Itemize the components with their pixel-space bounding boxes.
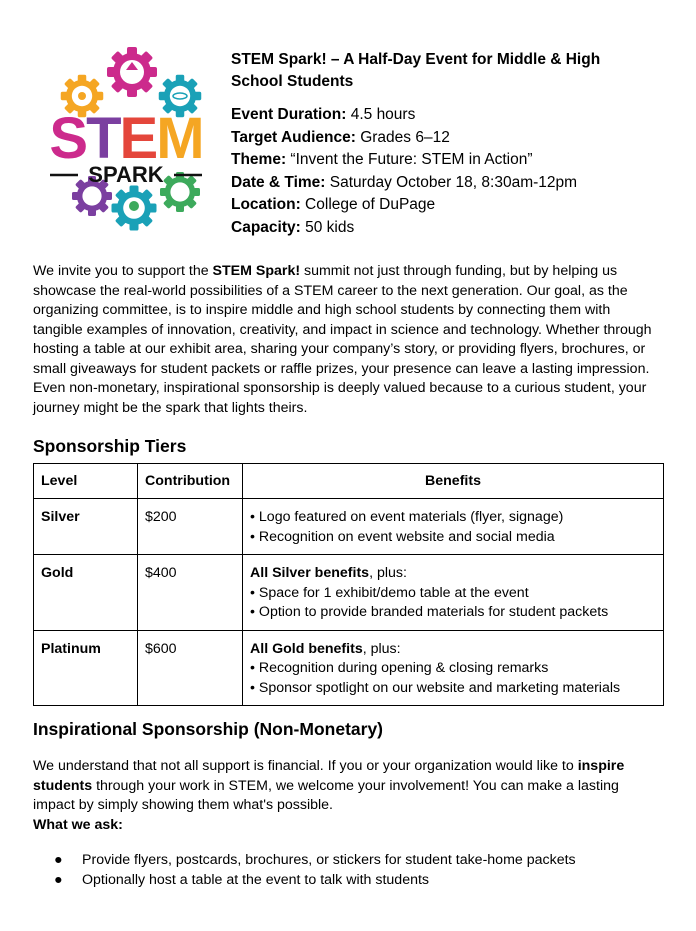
tier-level: Silver bbox=[34, 499, 138, 555]
event-location: Location: College of DuPage bbox=[231, 196, 436, 213]
table-row bbox=[34, 630, 664, 706]
date-time: Date & Time: Saturday October 18, 8:30am-12pm bbox=[231, 173, 578, 191]
inspirational-sponsorship-heading: Inspirational Sponsorship (Non-Monetary) bbox=[33, 719, 384, 739]
benefit-item: • Option to provide branded materials for student packets bbox=[250, 604, 609, 620]
benefit-item: • Recognition on event website and social media bbox=[250, 528, 555, 545]
bullet-icon: ● bbox=[54, 872, 63, 888]
table-row bbox=[34, 555, 664, 631]
table-header-row bbox=[34, 464, 664, 499]
tier-contribution: $400 bbox=[138, 555, 243, 631]
inspirational-paragraph: We understand that not all support is financial. If you or your organization would like to inspire students through your work in STEM, we welcome your involvement! You can make a lasting impact by simply showing them what's possible. What we ask: bbox=[33, 758, 625, 833]
what-we-ask-label: What we ask: bbox=[33, 816, 123, 833]
list-item: ● Provide flyers, postcards, brochures, or stickers for student take-home packets bbox=[54, 852, 576, 868]
tier-benefits bbox=[243, 630, 664, 706]
gear-icon-bottom-right bbox=[160, 172, 200, 212]
column-header-level: Level bbox=[34, 464, 138, 499]
gear-icon-bottom bbox=[112, 186, 157, 231]
event-title: STEM Spark! – A Half-Day Event for Middle & High School Students bbox=[231, 51, 601, 90]
gear-icon-top bbox=[107, 47, 157, 97]
event-capacity: Capacity: 50 kids bbox=[231, 218, 355, 236]
benefit-item: • Sponsor spotlight on our website and marketing materials bbox=[250, 679, 621, 696]
benefit-lead: All Gold benefits, plus: bbox=[250, 640, 401, 657]
logo-stem-text: STEM bbox=[49, 106, 203, 171]
target-audience: Target Audience: Grades 6–12 bbox=[231, 128, 450, 146]
benefit-item: • Logo featured on event materials (flyer, signage) bbox=[250, 509, 564, 525]
tier-contribution: $200 bbox=[138, 499, 243, 555]
sponsorship-tiers-heading: Sponsorship Tiers bbox=[33, 436, 187, 456]
tier-contribution: $600 bbox=[138, 630, 243, 706]
tier-benefits bbox=[243, 499, 664, 555]
intro-paragraph: We invite you to support the STEM Spark! summit not just through funding, but by helping us showcase the real-world possibilities of a STEM career to the next generation. Our goal, as the organizing committee, is to inspire middle and high school students by connecting them with tangible examples of innovation, creativity, and impact in science and technology. Whether through hosting a table at our exhibit area, sharing your company’s story, or providing flyers, brochures, or small giveaways for student packets or raffle prizes, your presence can leave a lasting impression. Even non-monetary, inspirational sponsorship is deeply valued because to a curious student, your journey might be the spark that lights theirs. bbox=[33, 263, 652, 416]
tier-benefits bbox=[243, 555, 664, 631]
benefit-item: • Space for 1 exhibit/demo table at the event bbox=[250, 584, 529, 601]
ask-list bbox=[54, 850, 576, 890]
column-header-contribution: Contribution bbox=[138, 464, 243, 499]
benefit-item: • Recognition during opening & closing remarks bbox=[250, 660, 549, 676]
logo-spark-text: SPARK bbox=[88, 162, 164, 187]
tier-level: Gold bbox=[34, 555, 138, 631]
stem-spark-logo bbox=[36, 40, 216, 232]
bullet-icon: ● bbox=[54, 852, 63, 868]
tier-level: Platinum bbox=[34, 630, 138, 706]
table-row bbox=[34, 499, 664, 555]
sponsorship-tiers-table bbox=[33, 463, 664, 706]
event-theme: Theme: “Invent the Future: STEM in Action” bbox=[231, 151, 533, 168]
list-item: ● Optionally host a table at the event to talk with students bbox=[54, 872, 430, 888]
column-header-benefits: Benefits bbox=[243, 464, 664, 499]
benefit-lead: All Silver benefits, plus: bbox=[250, 565, 407, 581]
event-header bbox=[231, 49, 651, 239]
event-duration: Event Duration: 4.5 hours bbox=[231, 106, 416, 123]
